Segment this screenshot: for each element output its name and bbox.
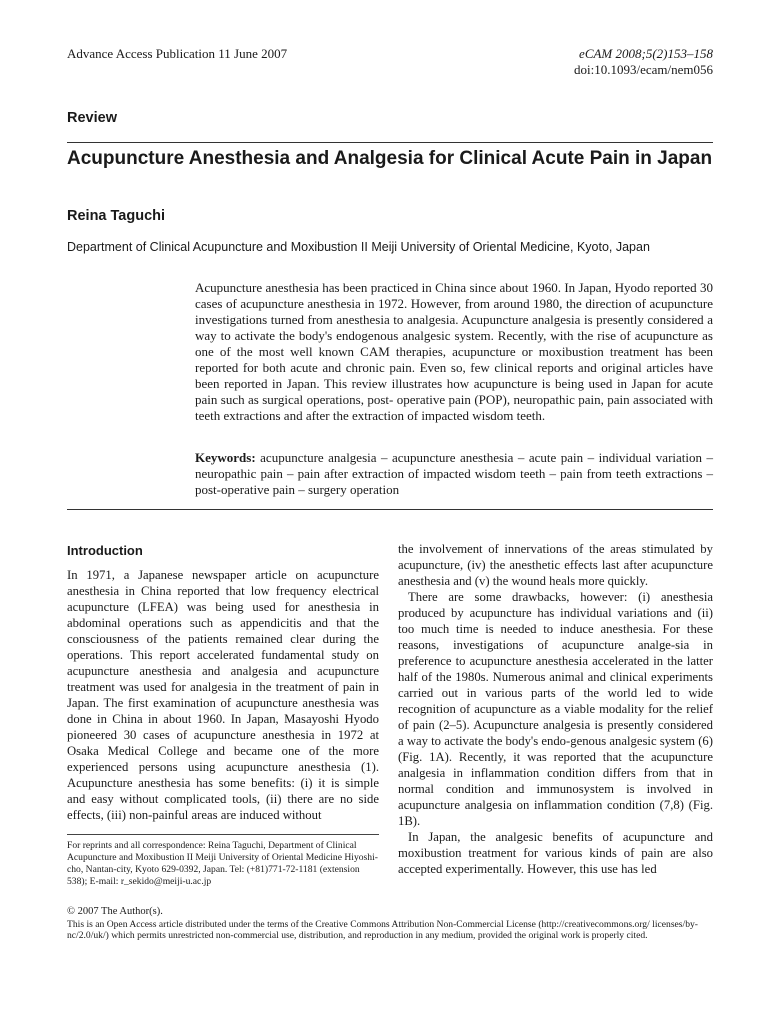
section-heading-introduction: Introduction (67, 543, 143, 558)
author-name: Reina Taguchi (67, 208, 166, 224)
copyright-line: © 2007 The Author(s). (67, 906, 163, 917)
keywords-list: acupuncture analgesia – acupuncture anesthesia – acute pain – individual variation – neuropathic pain – pain after extraction of impacted wisdom teeth – pain from teeth extractions – post-operative pain – surgery operation (195, 450, 713, 497)
running-header-publication-date: Advance Access Publication 11 June 2007 (67, 46, 288, 61)
copyright-notice (67, 906, 713, 942)
keywords-block (195, 450, 713, 498)
paragraph: In Japan, the analgesic benefits of acupuncture and moxibustion treatment for various kinds of pain are also accepted experimentally. However, this use has led (398, 830, 713, 876)
abstract-text: Acupuncture anesthesia has been practiced in China since about 1960. In Japan, Hyodo reported 30 cases of acupuncture anesthesia in 1972. However, from around 1980, the direction of acupuncture investigations turned from anesthesia to analgesia. Acupuncture analgesia is presently considered a way to activate the body's endogenous analgesic system. Recently, with the rise of acupuncture as one of the most well known CAM therapies, acupuncture or moxibustion treatment has been reported for both acute and chronic pain. Even so, few clinical reports and original articles have been reported in Japan. This review illustrates how acupuncture is being used in Japan for acute pain such as surgical operations, post- operative pain (POP), neuropathic pain, pain associated with teeth extractions and after the extraction of impacted wisdom teeth. (195, 280, 713, 423)
paragraph: There are some drawbacks, however: (i) anesthesia produced by acupuncture has individual variations and (ii) too much time is needed to induce anesthesia. For these reasons, investigations of acupuncture analge-sia in preference to acupuncture anesthesia accelerated in the latter half of the 1980s. Numerous animal and clinical experiments carried out in various parts of the world led to wide recognition of acupuncture as a viable modality for the relief of pain (2–5). Acupuncture analgesia is presently considered a way to activate the body's endo-genous analgesic system (6) (Fig. 1A). Recently, it was reported that the acupuncture analgesia in inflammation condition differs from that in normal condition and immunosystem is involved in acupuncture analgesia on inflammation condition (7,8) (Fig. 1B). (398, 590, 713, 828)
author-affiliation: Department of Clinical Acupuncture and Moxibustion II Meiji University of Oriental Medicine, Kyoto, Japan (67, 240, 650, 254)
license-text: This is an Open Access article distributed under the terms of the Creative Commons Attribution Non-Commercial License (http://creativecommons.org/ licenses/by-nc/2.0/uk/) which permits unrestricted non-commercial use, distribution, and reproduction in any medium, provided the original work is properly cited. (67, 918, 698, 941)
footnote-divider (67, 834, 379, 835)
title-divider (67, 142, 713, 143)
correspondence-footnote: For reprints and all correspondence: Reina Taguchi, Department of Clinical Acupuncture and Moxibustion II Meiji University of Oriental Medicine Hiyoshi-cho, Nantan-city, Kyoto 629-0392, Japan. Tel: (+81)771-72-1181 (extension 538); E-mail: r_sekido@meiji-u.ac.jp (67, 840, 378, 887)
paragraph: the involvement of innervations of the areas stimulated by acupuncture, (iv) the anesthetic effects last after acupuncture anesthesia and (v) the wound heals more quickly. (398, 542, 713, 588)
article-title: Acupuncture Anesthesia and Analgesia for Clinical Acute Pain in Japan (67, 148, 713, 169)
running-header-citation (574, 46, 713, 78)
article-type-label: Review (67, 110, 117, 126)
journal-citation: eCAM 2008;5(2)153–158 (579, 46, 713, 61)
body-column-right (398, 541, 713, 877)
paragraph: In 1971, a Japanese newspaper article on acupuncture anesthesia in China reported that low frequency electrical acupuncture (LFEA) was being used for anesthesia in abdominal operations such as appendicitis and that the consciousness of the patients remained clear during the operations. This report accelerated fundamental study on acupuncture anesthesia and analgesia and acupuncture treatment was used for analgesia in the treatment of pain in Japan. The first examination of acupuncture anesthesia was done in China in about 1960. In Japan, Masayoshi Hyodo pioneered 30 cases of acupuncture anesthesia in 1972 at Osaka Medical College and became one of the more experienced persons using acupuncture anesthesia (1). Acupuncture anesthesia has some benefits: (i) it is simple and easy without complicated tools, (ii) there are no side effects, (iii) non-painful areas are induced without (67, 568, 379, 822)
keywords-label: Keywords: (195, 450, 256, 465)
abstract-divider (67, 509, 713, 510)
body-column-left (67, 567, 379, 823)
doi-text: doi:10.1093/ecam/nem056 (573, 62, 713, 77)
